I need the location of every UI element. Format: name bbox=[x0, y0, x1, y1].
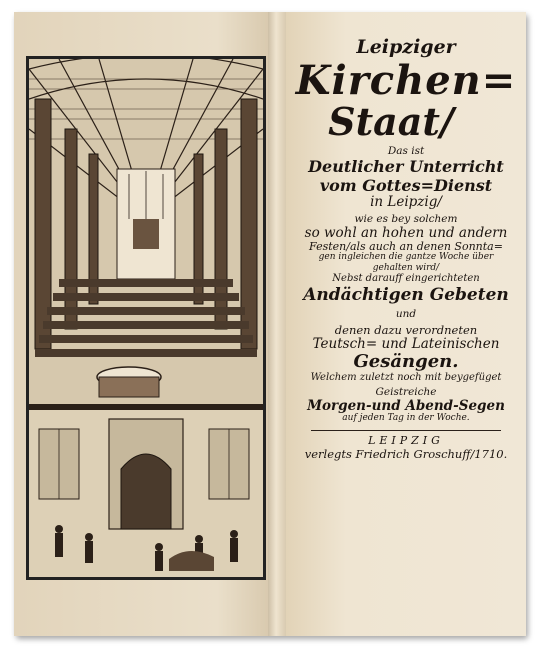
title-line-gebeten: Andächtigen Gebeten bbox=[303, 284, 509, 305]
title-line-welchem: Welchem zuletzt noch mit beygefüget bbox=[310, 371, 502, 383]
title-line-geistreiche: Geistreiche bbox=[375, 386, 437, 399]
open-book bbox=[14, 12, 526, 636]
title-line-leipziger: Leipziger bbox=[356, 36, 456, 58]
title-line-verordneten: denen dazu verordneten bbox=[334, 322, 478, 337]
imprint-publisher: verlegts Friedrich Groschuff/1710. bbox=[304, 447, 508, 462]
title-line-kirchen: Kirchen= bbox=[295, 56, 517, 104]
title-line-woche: auf jeden Tag in der Woche. bbox=[342, 413, 470, 424]
frontispiece-page bbox=[14, 12, 268, 636]
frontispiece-engraving bbox=[26, 56, 266, 580]
title-line-teutsch: Teutsch= und Lateinischen bbox=[312, 335, 500, 352]
title-line-gesaengen: Gesängen. bbox=[353, 350, 459, 372]
title-text-block bbox=[286, 30, 526, 460]
title-line-unterricht: Deutlicher Unterricht bbox=[308, 156, 504, 176]
title-line-gen-ingleichen: gen ingleichen die gantze Woche über bbox=[318, 252, 494, 263]
imprint-place: LEIPZIG bbox=[368, 433, 444, 447]
title-line-gehalten: gehalten wird/ bbox=[372, 262, 440, 273]
church-interior-illustration bbox=[29, 59, 263, 577]
title-line-gottesdienst: vom Gottes=Dienst bbox=[319, 175, 493, 195]
title-line-staat: Staat/ bbox=[328, 98, 454, 144]
title-line-segen: Morgen-und Abend-Segen bbox=[307, 398, 505, 415]
title-line-wie-es: wie es bey solchem bbox=[354, 212, 458, 225]
title-page bbox=[286, 12, 526, 636]
title-line-und: und bbox=[395, 307, 417, 320]
title-line-in-leipzig: in Leipzig/ bbox=[370, 194, 442, 211]
imprint-rule bbox=[311, 430, 501, 431]
title-line-nebst: Nebst darauff eingerichteten bbox=[332, 273, 480, 285]
title-line-das-ist: Das ist bbox=[387, 144, 425, 157]
title-line-so-wohl: so wohl an hohen und andern bbox=[304, 224, 508, 241]
title-line-festen: Festen/als auch an denen Sonnta= bbox=[309, 239, 503, 253]
